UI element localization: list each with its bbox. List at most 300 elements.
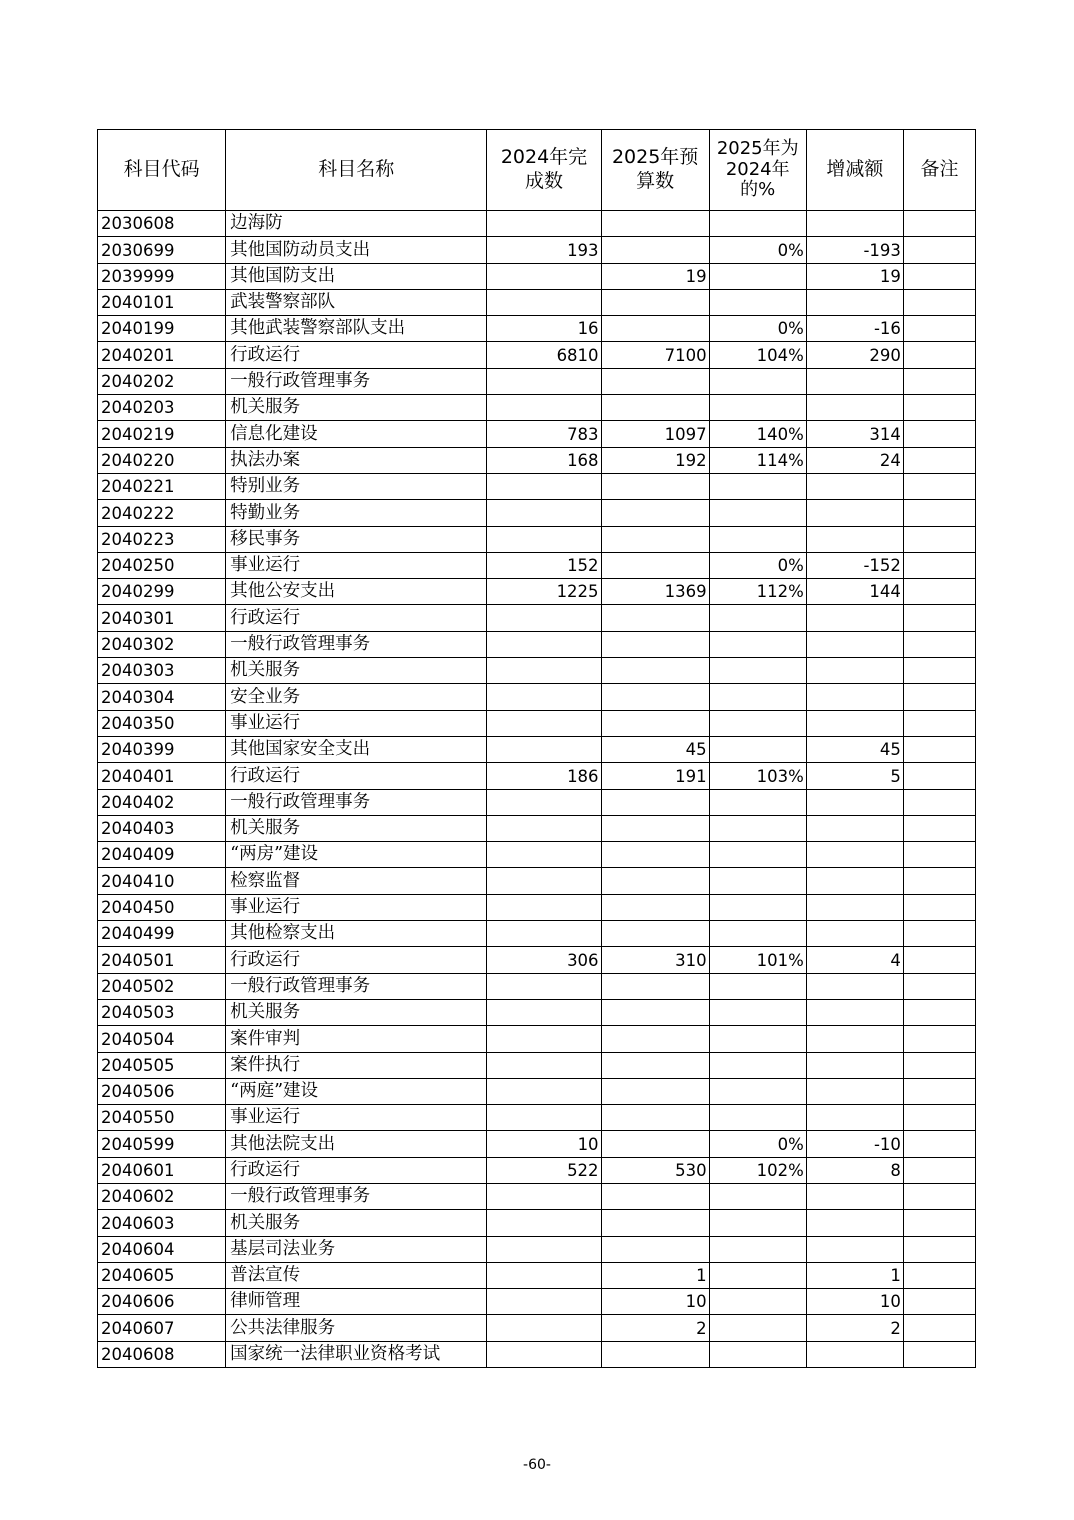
cell-actual-2024 — [487, 526, 601, 552]
cell-budget-2025: 1 — [601, 1262, 709, 1288]
cell-ratio: 140% — [709, 421, 806, 447]
cell-actual-2024: 16 — [487, 316, 601, 342]
table-row — [98, 237, 976, 263]
cell-name: 行政运行 — [226, 342, 487, 368]
cell-actual-2024 — [487, 1210, 601, 1236]
table-row — [98, 947, 976, 973]
cell-ratio — [709, 1210, 806, 1236]
cell-code: 2040607 — [98, 1315, 226, 1341]
cell-actual-2024 — [487, 500, 601, 526]
cell-code: 2040202 — [98, 368, 226, 394]
cell-note — [903, 1026, 975, 1052]
table-row — [98, 658, 976, 684]
cell-change — [806, 526, 903, 552]
cell-budget-2025 — [601, 289, 709, 315]
cell-actual-2024 — [487, 605, 601, 631]
cell-budget-2025: 19 — [601, 263, 709, 289]
cell-name: 其他国防支出 — [226, 263, 487, 289]
table-row — [98, 447, 976, 473]
cell-ratio — [709, 1262, 806, 1288]
cell-code: 2040606 — [98, 1289, 226, 1315]
cell-note — [903, 684, 975, 710]
table-row — [98, 263, 976, 289]
cell-note — [903, 316, 975, 342]
cell-budget-2025 — [601, 842, 709, 868]
cell-code: 2040502 — [98, 973, 226, 999]
cell-code: 2040222 — [98, 500, 226, 526]
cell-budget-2025 — [601, 500, 709, 526]
cell-actual-2024 — [487, 842, 601, 868]
cell-change — [806, 605, 903, 631]
cell-ratio — [709, 395, 806, 421]
cell-code: 2040399 — [98, 736, 226, 762]
cell-name: 一般行政管理事务 — [226, 368, 487, 394]
cell-change: -193 — [806, 237, 903, 263]
cell-actual-2024 — [487, 1315, 601, 1341]
cell-note — [903, 605, 975, 631]
cell-code: 2040101 — [98, 289, 226, 315]
cell-note — [903, 1131, 975, 1157]
cell-change — [806, 658, 903, 684]
cell-ratio: 104% — [709, 342, 806, 368]
cell-name: 普法宣传 — [226, 1262, 487, 1288]
cell-code: 2040501 — [98, 947, 226, 973]
cell-code: 2040550 — [98, 1105, 226, 1131]
cell-change: 290 — [806, 342, 903, 368]
cell-ratio — [709, 710, 806, 736]
cell-budget-2025 — [601, 894, 709, 920]
cell-note — [903, 1078, 975, 1104]
cell-budget-2025 — [601, 684, 709, 710]
cell-actual-2024 — [487, 1289, 601, 1315]
cell-change: 19 — [806, 263, 903, 289]
cell-note — [903, 868, 975, 894]
table-row — [98, 736, 976, 762]
cell-ratio — [709, 500, 806, 526]
cell-name: 事业运行 — [226, 1105, 487, 1131]
cell-note — [903, 1157, 975, 1183]
cell-budget-2025: 191 — [601, 763, 709, 789]
cell-actual-2024 — [487, 211, 601, 237]
cell-ratio — [709, 526, 806, 552]
cell-ratio: 112% — [709, 579, 806, 605]
cell-code: 2040603 — [98, 1210, 226, 1236]
cell-note — [903, 894, 975, 920]
cell-ratio — [709, 211, 806, 237]
cell-note — [903, 289, 975, 315]
table-row — [98, 842, 976, 868]
cell-name: 特别业务 — [226, 473, 487, 499]
cell-actual-2024: 186 — [487, 763, 601, 789]
table-row — [98, 1183, 976, 1209]
cell-name: 一般行政管理事务 — [226, 973, 487, 999]
table-body — [98, 211, 976, 1368]
cell-code: 2040219 — [98, 421, 226, 447]
cell-budget-2025 — [601, 605, 709, 631]
cell-change: 4 — [806, 947, 903, 973]
cell-ratio: 0% — [709, 237, 806, 263]
table-row — [98, 815, 976, 841]
cell-code: 2040302 — [98, 631, 226, 657]
cell-name: 机关服务 — [226, 815, 487, 841]
cell-code: 2040608 — [98, 1341, 226, 1367]
table-row — [98, 1157, 976, 1183]
cell-budget-2025 — [601, 1210, 709, 1236]
cell-name: 其他国家安全支出 — [226, 736, 487, 762]
cell-change — [806, 1183, 903, 1209]
cell-name: 一般行政管理事务 — [226, 789, 487, 815]
cell-actual-2024 — [487, 368, 601, 394]
cell-note — [903, 763, 975, 789]
table-row — [98, 421, 976, 447]
cell-actual-2024 — [487, 1105, 601, 1131]
cell-name: 特勤业务 — [226, 500, 487, 526]
cell-ratio — [709, 894, 806, 920]
cell-name: 事业运行 — [226, 894, 487, 920]
cell-ratio: 114% — [709, 447, 806, 473]
cell-change — [806, 1105, 903, 1131]
cell-note — [903, 1183, 975, 1209]
cell-ratio — [709, 815, 806, 841]
cell-code: 2040350 — [98, 710, 226, 736]
cell-change — [806, 1026, 903, 1052]
cell-note — [903, 947, 975, 973]
cell-actual-2024 — [487, 815, 601, 841]
cell-note — [903, 473, 975, 499]
cell-budget-2025 — [601, 1236, 709, 1262]
cell-code: 2030699 — [98, 237, 226, 263]
cell-code: 2040201 — [98, 342, 226, 368]
cell-actual-2024 — [487, 473, 601, 499]
cell-code: 2040499 — [98, 921, 226, 947]
table-row — [98, 1210, 976, 1236]
cell-name: 律师管理 — [226, 1289, 487, 1315]
cell-budget-2025 — [601, 368, 709, 394]
cell-ratio — [709, 1315, 806, 1341]
cell-name: 检察监督 — [226, 868, 487, 894]
cell-name: 行政运行 — [226, 763, 487, 789]
cell-note — [903, 736, 975, 762]
cell-note — [903, 237, 975, 263]
cell-budget-2025 — [601, 1026, 709, 1052]
cell-name: 信息化建设 — [226, 421, 487, 447]
cell-code: 2040601 — [98, 1157, 226, 1183]
cell-name: 事业运行 — [226, 710, 487, 736]
cell-name: 机关服务 — [226, 395, 487, 421]
table-row — [98, 1078, 976, 1104]
cell-budget-2025 — [601, 1131, 709, 1157]
table-row — [98, 921, 976, 947]
cell-actual-2024 — [487, 395, 601, 421]
cell-actual-2024: 152 — [487, 552, 601, 578]
cell-actual-2024 — [487, 1026, 601, 1052]
cell-name: “两庭”建设 — [226, 1078, 487, 1104]
cell-name: 国家统一法律职业资格考试 — [226, 1341, 487, 1367]
cell-change — [806, 289, 903, 315]
table-row — [98, 316, 976, 342]
cell-change — [806, 894, 903, 920]
cell-change — [806, 921, 903, 947]
cell-ratio: 0% — [709, 1131, 806, 1157]
cell-actual-2024 — [487, 289, 601, 315]
cell-ratio: 0% — [709, 316, 806, 342]
cell-note — [903, 842, 975, 868]
table-row — [98, 710, 976, 736]
cell-code: 2040450 — [98, 894, 226, 920]
cell-code: 2040409 — [98, 842, 226, 868]
cell-actual-2024 — [487, 1078, 601, 1104]
cell-note — [903, 999, 975, 1025]
cell-actual-2024: 6810 — [487, 342, 601, 368]
cell-ratio — [709, 1078, 806, 1104]
table-row — [98, 763, 976, 789]
cell-code: 2040250 — [98, 552, 226, 578]
cell-name: “两房”建设 — [226, 842, 487, 868]
cell-name: 一般行政管理事务 — [226, 1183, 487, 1209]
cell-ratio: 102% — [709, 1157, 806, 1183]
cell-actual-2024 — [487, 894, 601, 920]
cell-change: -10 — [806, 1131, 903, 1157]
cell-code: 2040410 — [98, 868, 226, 894]
cell-note — [903, 1236, 975, 1262]
cell-actual-2024: 10 — [487, 1131, 601, 1157]
cell-actual-2024: 168 — [487, 447, 601, 473]
cell-budget-2025: 10 — [601, 1289, 709, 1315]
cell-note — [903, 500, 975, 526]
cell-note — [903, 342, 975, 368]
cell-note — [903, 658, 975, 684]
cell-budget-2025 — [601, 1078, 709, 1104]
cell-ratio — [709, 1289, 806, 1315]
table-row — [98, 500, 976, 526]
cell-actual-2024 — [487, 631, 601, 657]
cell-code: 2040401 — [98, 763, 226, 789]
header-actual-2024: 2024年完成数 — [487, 130, 601, 211]
cell-budget-2025 — [601, 1105, 709, 1131]
cell-code: 2040605 — [98, 1262, 226, 1288]
cell-actual-2024: 1225 — [487, 579, 601, 605]
cell-code: 2039999 — [98, 263, 226, 289]
cell-name: 公共法律服务 — [226, 1315, 487, 1341]
cell-ratio — [709, 631, 806, 657]
cell-ratio — [709, 1052, 806, 1078]
cell-change: 8 — [806, 1157, 903, 1183]
cell-change — [806, 1341, 903, 1367]
cell-name: 其他国防动员支出 — [226, 237, 487, 263]
cell-ratio — [709, 658, 806, 684]
cell-ratio — [709, 1341, 806, 1367]
cell-budget-2025: 310 — [601, 947, 709, 973]
cell-name: 基层司法业务 — [226, 1236, 487, 1262]
table-row — [98, 289, 976, 315]
cell-code: 2040505 — [98, 1052, 226, 1078]
cell-actual-2024 — [487, 973, 601, 999]
table-row — [98, 1289, 976, 1315]
cell-change — [806, 473, 903, 499]
cell-note — [903, 631, 975, 657]
table-row — [98, 395, 976, 421]
cell-code: 2040301 — [98, 605, 226, 631]
cell-code: 2040503 — [98, 999, 226, 1025]
cell-budget-2025 — [601, 789, 709, 815]
cell-ratio — [709, 684, 806, 710]
cell-change: 2 — [806, 1315, 903, 1341]
cell-budget-2025 — [601, 999, 709, 1025]
cell-budget-2025 — [601, 211, 709, 237]
cell-name: 案件审判 — [226, 1026, 487, 1052]
cell-note — [903, 1341, 975, 1367]
cell-change: 10 — [806, 1289, 903, 1315]
cell-budget-2025 — [601, 552, 709, 578]
table-row — [98, 1341, 976, 1367]
cell-actual-2024 — [487, 1236, 601, 1262]
cell-code: 2040304 — [98, 684, 226, 710]
cell-name: 行政运行 — [226, 605, 487, 631]
table-row — [98, 526, 976, 552]
cell-ratio — [709, 789, 806, 815]
budget-table — [97, 129, 976, 1368]
table-row — [98, 999, 976, 1025]
cell-ratio — [709, 263, 806, 289]
cell-change — [806, 1052, 903, 1078]
cell-budget-2025 — [601, 237, 709, 263]
cell-name: 其他法院支出 — [226, 1131, 487, 1157]
cell-name: 武装警察部队 — [226, 289, 487, 315]
cell-note — [903, 421, 975, 447]
cell-change — [806, 973, 903, 999]
cell-change — [806, 395, 903, 421]
cell-budget-2025 — [601, 1052, 709, 1078]
cell-note — [903, 921, 975, 947]
cell-actual-2024: 522 — [487, 1157, 601, 1183]
cell-actual-2024 — [487, 921, 601, 947]
cell-ratio — [709, 368, 806, 394]
cell-change: 144 — [806, 579, 903, 605]
cell-change: 314 — [806, 421, 903, 447]
cell-budget-2025 — [601, 316, 709, 342]
cell-budget-2025 — [601, 921, 709, 947]
cell-name: 其他武装警察部队支出 — [226, 316, 487, 342]
cell-budget-2025: 7100 — [601, 342, 709, 368]
cell-actual-2024 — [487, 999, 601, 1025]
cell-note — [903, 447, 975, 473]
cell-change — [806, 1210, 903, 1236]
cell-note — [903, 368, 975, 394]
cell-actual-2024: 193 — [487, 237, 601, 263]
cell-change — [806, 710, 903, 736]
header-name: 科目名称 — [226, 130, 487, 211]
cell-note — [903, 526, 975, 552]
cell-change — [806, 1078, 903, 1104]
cell-budget-2025 — [601, 1183, 709, 1209]
cell-code: 2040303 — [98, 658, 226, 684]
table-header-row — [98, 130, 976, 211]
cell-name: 移民事务 — [226, 526, 487, 552]
cell-change: 1 — [806, 1262, 903, 1288]
cell-actual-2024 — [487, 1341, 601, 1367]
cell-budget-2025: 1369 — [601, 579, 709, 605]
cell-change — [806, 1236, 903, 1262]
header-note: 备注 — [903, 130, 975, 211]
cell-actual-2024 — [487, 710, 601, 736]
cell-note — [903, 973, 975, 999]
table-row — [98, 1315, 976, 1341]
table-row — [98, 973, 976, 999]
cell-note — [903, 579, 975, 605]
header-budget-2025: 2025年预算数 — [601, 130, 709, 211]
cell-change — [806, 789, 903, 815]
cell-actual-2024 — [487, 868, 601, 894]
cell-actual-2024 — [487, 1262, 601, 1288]
cell-code: 2040203 — [98, 395, 226, 421]
cell-note — [903, 1315, 975, 1341]
cell-budget-2025 — [601, 973, 709, 999]
cell-change — [806, 211, 903, 237]
table-row — [98, 1026, 976, 1052]
cell-change — [806, 842, 903, 868]
cell-change: -16 — [806, 316, 903, 342]
cell-actual-2024 — [487, 263, 601, 289]
table-row — [98, 894, 976, 920]
cell-ratio — [709, 289, 806, 315]
table-row — [98, 368, 976, 394]
cell-note — [903, 395, 975, 421]
table-row — [98, 579, 976, 605]
cell-actual-2024: 783 — [487, 421, 601, 447]
table-row — [98, 1131, 976, 1157]
cell-budget-2025 — [601, 395, 709, 421]
cell-actual-2024: 306 — [487, 947, 601, 973]
cell-code: 2040506 — [98, 1078, 226, 1104]
cell-name: 边海防 — [226, 211, 487, 237]
cell-ratio: 101% — [709, 947, 806, 973]
table-row — [98, 789, 976, 815]
cell-name: 其他公安支出 — [226, 579, 487, 605]
table-row — [98, 1236, 976, 1262]
table-row — [98, 631, 976, 657]
cell-name: 机关服务 — [226, 658, 487, 684]
table-row — [98, 684, 976, 710]
cell-ratio — [709, 736, 806, 762]
cell-note — [903, 211, 975, 237]
cell-budget-2025 — [601, 631, 709, 657]
cell-change — [806, 631, 903, 657]
cell-ratio: 103% — [709, 763, 806, 789]
cell-name: 机关服务 — [226, 1210, 487, 1236]
cell-ratio — [709, 842, 806, 868]
cell-budget-2025 — [601, 526, 709, 552]
cell-change — [806, 500, 903, 526]
cell-code: 2040299 — [98, 579, 226, 605]
table-row — [98, 1105, 976, 1131]
cell-change: 5 — [806, 763, 903, 789]
cell-change: 45 — [806, 736, 903, 762]
cell-budget-2025: 2 — [601, 1315, 709, 1341]
cell-actual-2024 — [487, 789, 601, 815]
cell-ratio — [709, 1026, 806, 1052]
cell-change — [806, 868, 903, 894]
cell-budget-2025 — [601, 710, 709, 736]
cell-code: 2040223 — [98, 526, 226, 552]
cell-change: -152 — [806, 552, 903, 578]
cell-name: 案件执行 — [226, 1052, 487, 1078]
header-change: 增减额 — [806, 130, 903, 211]
cell-ratio: 0% — [709, 552, 806, 578]
cell-ratio — [709, 473, 806, 499]
cell-name: 其他检察支出 — [226, 921, 487, 947]
cell-ratio — [709, 921, 806, 947]
cell-ratio — [709, 868, 806, 894]
